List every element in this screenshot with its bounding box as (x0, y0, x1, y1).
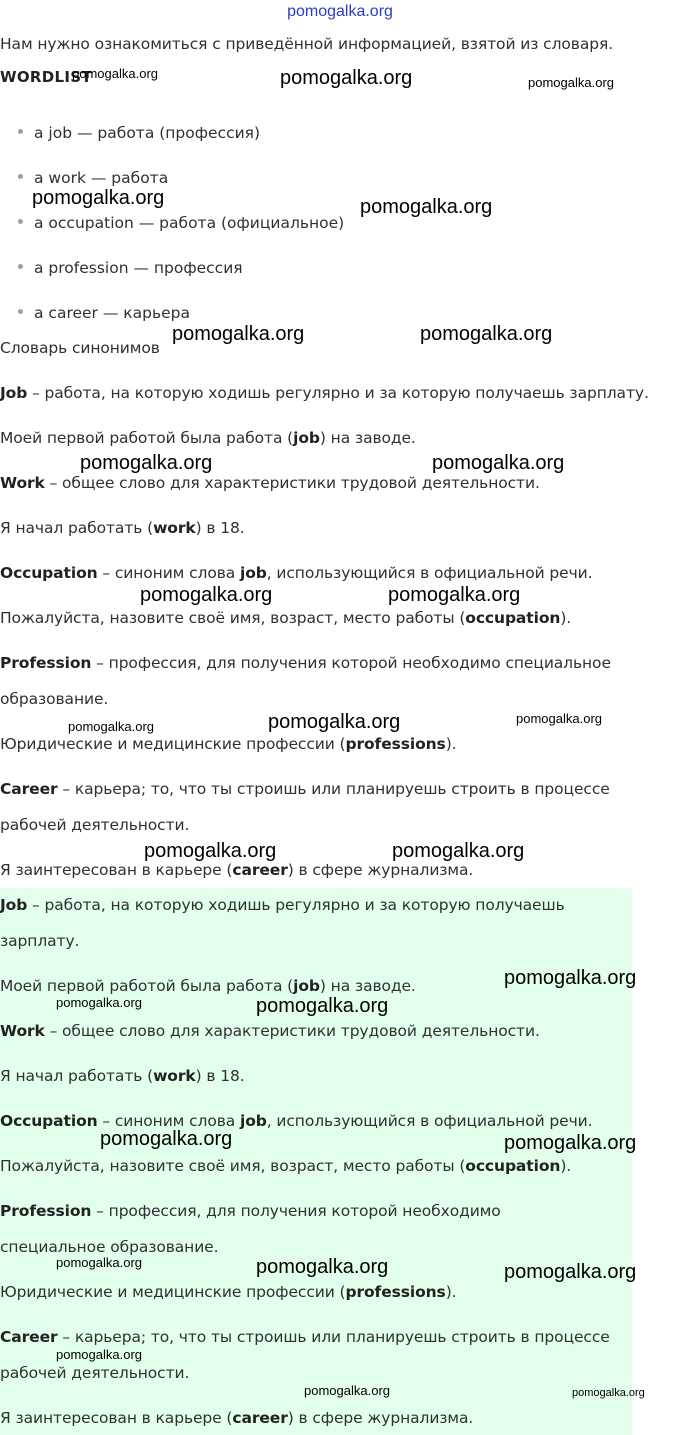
example-occupation: Пожалуйста, назовите своё имя, возраст, место работы (occupation). (0, 609, 572, 627)
answer-definition-occupation: Occupation – синоним слова job, использующийся в официальной речи. (0, 1112, 593, 1130)
answer-example-career: Я заинтересован в карьере (career) в сфере журнализма. (0, 1409, 474, 1427)
watermark: pomogalka.org (572, 1387, 645, 1399)
answer-example-job: Моей первой работой была работа (job) на заводе. (0, 977, 416, 995)
watermark: pomogalka.org (392, 840, 525, 862)
watermark: pomogalka.org (304, 1383, 390, 1398)
answer-example-profession: Юридические и медицинские профессии (professions). (0, 1283, 457, 1301)
intro-text: Нам нужно ознакомиться с приведённой информацией, взятой из словаря. (0, 35, 614, 53)
watermark: pomogalka.org (504, 1132, 637, 1154)
watermark: pomogalka.org (432, 452, 565, 474)
wordlist-item: a occupation — работа (официальное) (18, 213, 344, 233)
wordlist-item: a profession — профессия (18, 258, 243, 278)
bullet-icon (18, 174, 23, 179)
definition-work: Work – общее слово для характеристики трудовой деятельности. (0, 474, 540, 492)
example-work: Я начал работать (work) в 18. (0, 519, 245, 537)
bullet-icon (18, 129, 23, 134)
definition-career-cont: рабочей деятельности. (0, 816, 190, 834)
bullet-icon (18, 309, 23, 314)
watermark: pomogalka.org (388, 584, 521, 606)
watermark: pomogalka.org (56, 995, 142, 1010)
definition-career: Career – карьера; то, что ты строишь или планируешь строить в процессе (0, 780, 610, 798)
watermark: pomogalka.org (144, 840, 277, 862)
synonyms-title: Словарь синонимов (0, 339, 160, 357)
answer-example-occupation: Пожалуйста, назовите своё имя, возраст, место работы (occupation). (0, 1157, 572, 1175)
watermark: pomogalka.org (504, 1261, 637, 1283)
definition-profession: Profession – профессия, для получения которой необходимо специальное (0, 654, 611, 672)
watermark: pomogalka.org (140, 584, 273, 606)
watermark: pomogalka.org (32, 187, 165, 209)
answer-definition-work: Work – общее слово для характеристики трудовой деятельности. (0, 1022, 540, 1040)
answer-definition-profession: Profession – профессия, для получения которой необходимо (0, 1202, 501, 1220)
watermark: pomogalka.org (80, 452, 213, 474)
example-career: Я заинтересован в карьере (career) в сфере журнализма. (0, 861, 474, 879)
watermark: pomogalka.org (256, 995, 389, 1017)
answer-definition-job-cont: зарплату. (0, 932, 80, 950)
wordlist-item: a career — карьера (18, 303, 190, 323)
watermark: pomogalka.org (504, 967, 637, 989)
answer-definition-career-cont: рабочей деятельности. (0, 1364, 190, 1382)
answer-definition-job: Job – работа, на которую ходишь регулярно и за которую получаешь (0, 896, 565, 914)
bullet-icon (18, 219, 23, 224)
answer-definition-profession-cont: специальное образование. (0, 1238, 219, 1256)
wordlist-item: a work — работа (18, 168, 168, 188)
watermark: pomogalka.org (268, 711, 401, 733)
watermark: pomogalka.org (280, 67, 413, 89)
watermark: pomogalka.org (68, 719, 154, 734)
watermark: pomogalka.org (360, 196, 493, 218)
definition-job: Job – работа, на которую ходишь регулярно и за которую получаешь зарплату. (0, 384, 649, 402)
watermark: pomogalka.org (100, 1128, 233, 1150)
wordlist-item: a job — работа (профессия) (18, 123, 260, 143)
watermark: pomogalka.org (256, 1256, 389, 1278)
answer-example-work: Я начал работать (work) в 18. (0, 1067, 245, 1085)
definition-occupation: Occupation – синоним слова job, использующийся в официальной речи. (0, 564, 593, 582)
watermark: pomogalka.org (172, 323, 305, 345)
watermark: pomogalka.org (56, 1347, 142, 1362)
watermark: pomogalka.org (420, 323, 553, 345)
example-profession: Юридические и медицинские профессии (professions). (0, 735, 457, 753)
bullet-icon (18, 264, 23, 269)
watermark: pomogalka.org (56, 1255, 142, 1270)
watermark: pomogalka.org (72, 66, 158, 81)
answer-definition-career: Career – карьера; то, что ты строишь или планируешь строить в процессе (0, 1328, 610, 1346)
watermark: pomogalka.org (528, 75, 614, 90)
site-link[interactable]: pomogalka.org (287, 3, 393, 20)
watermark: pomogalka.org (516, 711, 602, 726)
wordlist-title: WORDLIST (0, 68, 92, 86)
definition-profession-cont: образование. (0, 690, 109, 708)
example-job: Моей первой работой была работа (job) на заводе. (0, 429, 416, 447)
